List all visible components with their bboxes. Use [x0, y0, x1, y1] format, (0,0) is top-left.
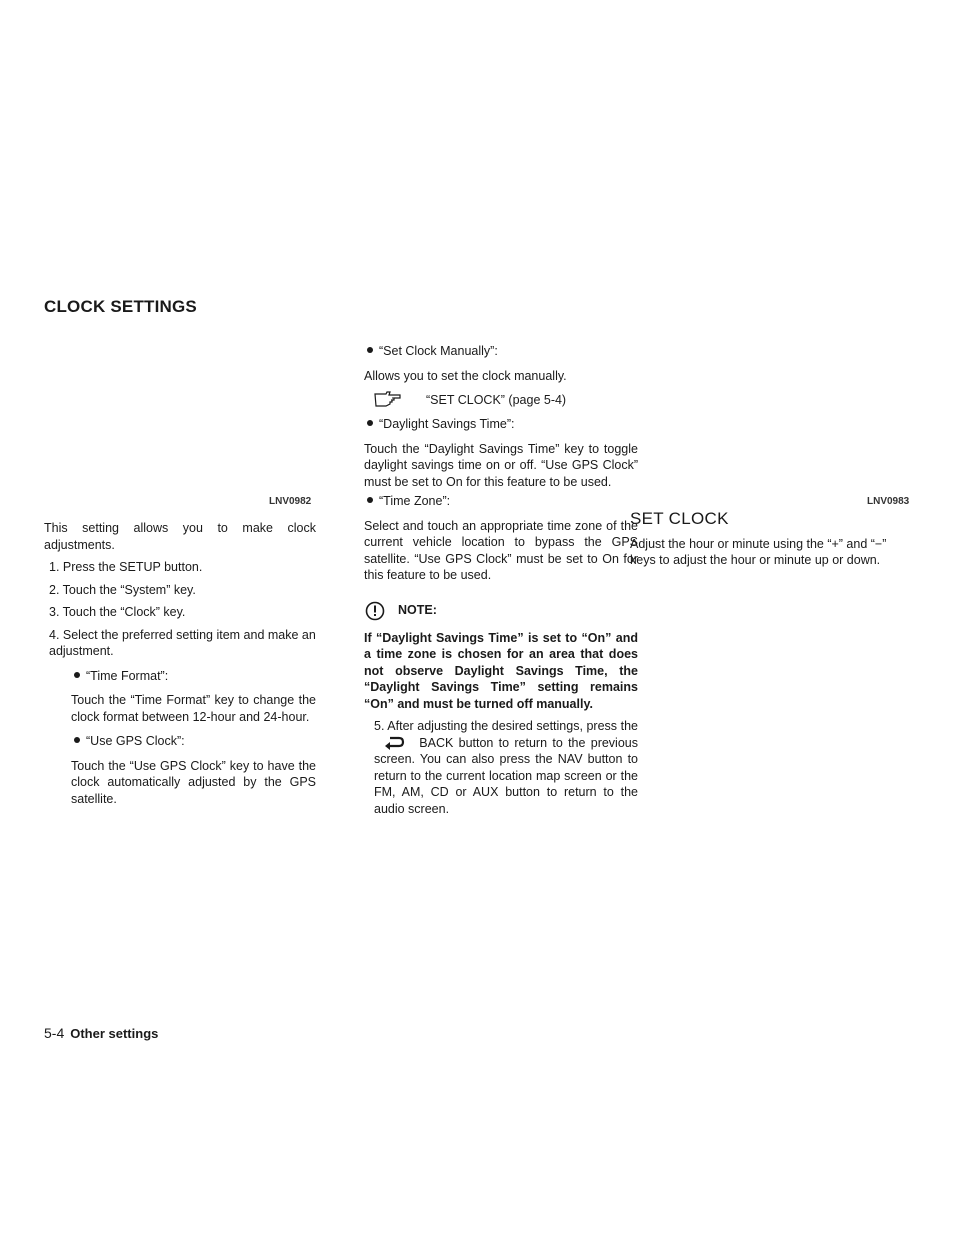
- page-footer: [44, 1025, 158, 1041]
- set-clock-text: Adjust the hour or minute using the “+” and “−” keys to adjust the hour or minute up or down.: [630, 536, 887, 567]
- bullet-text: Select and touch an appropriate time zone of the current vehicle location to bypass the GPS satellite. “Use GPS Clock” must be set to On for this feature to be used.: [364, 518, 638, 582]
- reference-hand-icon: [372, 390, 408, 410]
- chapter-title: Other settings: [70, 1026, 159, 1041]
- bullet-label: “Time Format”:: [86, 668, 169, 683]
- bullet-set-clock-manually: [364, 343, 638, 360]
- bullet-icon: [367, 420, 373, 426]
- bullet-label: “Use GPS Clock”:: [86, 734, 185, 748]
- set-clock-heading: SET CLOCK: [630, 509, 729, 528]
- bullet-daylight-savings: [364, 416, 638, 433]
- section-title: CLOCK SETTINGS: [44, 297, 197, 316]
- note-heading: [364, 600, 638, 622]
- bullet-label: “Time Zone”:: [379, 494, 451, 508]
- bullet-icon: [74, 737, 80, 743]
- column-3: [630, 511, 910, 569]
- back-arrow-icon: [382, 735, 406, 751]
- bullet-icon: [74, 672, 80, 678]
- bullet-time-format: [71, 668, 316, 685]
- bullet-label: “Daylight Savings Time”:: [379, 417, 515, 431]
- column-1: [44, 520, 316, 807]
- bullet-label: “Set Clock Manually”:: [379, 344, 498, 358]
- step-5: [364, 718, 638, 817]
- cross-reference[interactable]: [364, 390, 638, 410]
- caution-icon: [364, 600, 386, 622]
- step-4: [44, 627, 316, 660]
- bullet-text: Touch the “Use GPS Clock” key to have the clock automatically adjusted by the GPS satellite.: [71, 758, 316, 806]
- bullet-time-zone: [364, 493, 638, 510]
- reference-text: “SET CLOCK” (page 5-4): [426, 392, 567, 407]
- step-5-prefix: 5. After adjusting the desired settings, press the: [374, 719, 638, 733]
- bullet-text: Touch the “Daylight Savings Time” key to toggle daylight savings time on or off. “Use GPS Clock” must be set to On for this feature to be used.: [364, 441, 638, 489]
- note-label: NOTE:: [398, 603, 437, 618]
- column-2: [364, 343, 638, 817]
- step-2: 2. Touch the “System” key.: [49, 582, 196, 597]
- step-5-rest: BACK button to return to the previous screen. You can also press the NAV button to return to the current location map screen or the FM, AM, CD or AUX button to return to the audio screen.: [374, 735, 638, 816]
- bullet-icon: [367, 497, 373, 503]
- figure-label-left: LNV0982: [269, 496, 312, 507]
- note-text: If “Daylight Savings Time” is set to “On” and a time zone is chosen for an area that does not observe Daylight Savings Time, the “Daylight Savings Time” setting remains “On” and must be turned off manually.: [364, 630, 638, 711]
- step-3: 3. Touch the “Clock” key.: [49, 605, 186, 619]
- figure-label-right: LNV0983: [867, 496, 910, 507]
- bullet-text: Touch the “Time Format” key to change the clock format between 12-hour and 24-hour.: [71, 693, 316, 724]
- intro-text: This setting allows you to make clock adjustments.: [44, 521, 316, 552]
- step-5-text: [374, 718, 638, 817]
- bullet-icon: [367, 347, 373, 353]
- step-1: 1. Press the SETUP button.: [49, 560, 203, 574]
- page-number: 5-4: [44, 1025, 65, 1041]
- bullet-text: Allows you to set the clock manually.: [364, 368, 567, 383]
- bullet-use-gps-clock: [71, 733, 316, 750]
- step-4-text: 4. Select the preferred setting item and make an adjustment.: [49, 627, 316, 658]
